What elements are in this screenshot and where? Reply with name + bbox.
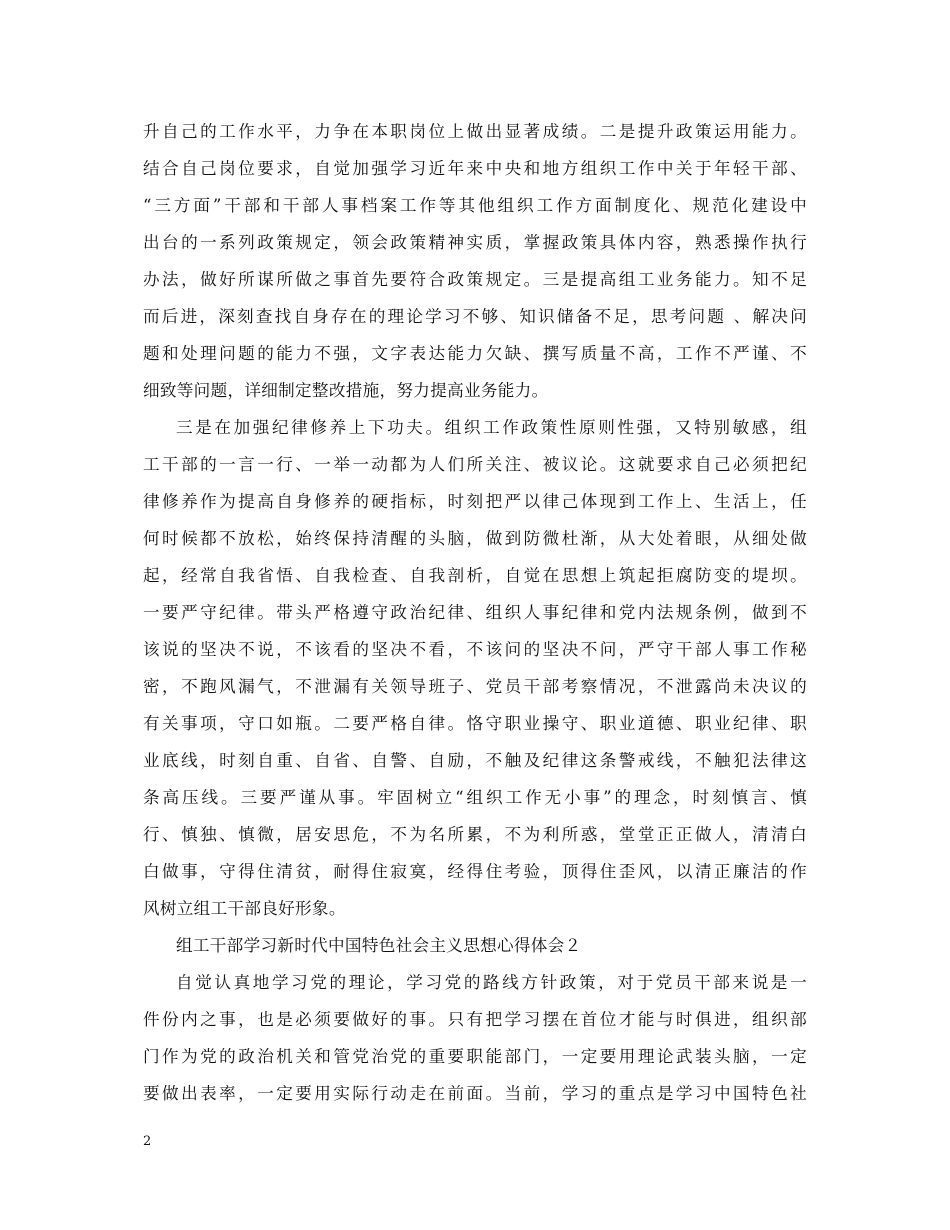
text-line: 有关事项，守口如瓶。二要严格自律。恪守职业操守、职业道德、职业纪律、职 — [143, 714, 807, 733]
text-line: 组工干部学习新时代中国特色社会主义思想心得体会２ — [176, 936, 582, 955]
text-line: 风树立组工干部良好形象。 — [143, 899, 346, 918]
text-line: 而后进，深刻查找自身存在的理论学习不够、知识储备不足，思考问题 、解决问 — [143, 307, 807, 326]
text-line: 门作为党的政治机关和管党治党的重要职能部门，一定要用理论武装头脑，一定 — [143, 1047, 807, 1066]
text-line: 工干部的一言一行、一举一动都为人们所关注、被议论。这就要求自己必须把纪 — [143, 455, 807, 474]
text-line: “三方面”干部和干部人事档案工作等其他组织工作方面制度化、规范化建设中 — [143, 196, 807, 215]
text-line: 何时候都不放松，始终保持清醒的头脑，做到防微杜渐，从大处着眼，从细处做 — [143, 529, 807, 548]
text-line: 密，不跑风漏气，不泄漏有关领导班子、党员干部考察情况，不泄露尚未决议的 — [143, 677, 807, 696]
text-line: 该说的坚决不说，不该看的坚决不看，不该问的坚决不问，严守干部人事工作秘 — [143, 640, 807, 659]
text-line: 起，经常自我省悟、自我检查、自我剖析，自觉在思想上筑起拒腐防变的堤坝。 — [143, 566, 807, 585]
text-line: 一要严守纪律。带头严格遵守政治纪律、组织人事纪律和党内法规条例，做到不 — [143, 603, 807, 622]
text-line: 自觉认真地学习党的理论，学习党的路线方针政策，对于党员干部来说是一 — [176, 973, 807, 992]
text-line: 结合自己岗位要求，自觉加强学习近年来中央和地方组织工作中关于年轻干部、 — [143, 159, 807, 178]
text-line: 细致等问题，详细制定整改措施，努力提高业务能力。 — [143, 381, 549, 400]
text-line: 条高压线。三要严谨从事。牢固树立“组织工作无小事”的理念，时刻慎言、慎 — [143, 788, 807, 807]
text-line: 三是在加强纪律修养上下功夫。组织工作政策性原则性强，又特别敏感，组 — [176, 418, 807, 437]
text-line: 办法，做好所谋所做之事首先要符合政策规定。三是提高组工业务能力。知不足 — [143, 270, 807, 289]
text-line: 律修养作为提高自身修养的硬指标，时刻把严以律己体现到工作上、生活上，任 — [143, 492, 807, 511]
text-line: 要做出表率，一定要用实际行动走在前面。当前，学习的重点是学习中国特色社 — [143, 1084, 807, 1103]
text-line: 业底线，时刻自重、自省、自警、自励，不触及纪律这条警戒线，不触犯法律这 — [143, 751, 807, 770]
page-number: 2 — [143, 1134, 152, 1149]
text-line: 件份内之事，也是必须要做好的事。只有把学习摆在首位才能与时俱进，组织部 — [143, 1010, 807, 1029]
text-line: 升自己的工作水平，力争在本职岗位上做出显著成绩。二是提升政策运用能力。 — [143, 122, 807, 141]
text-line: 行、慎独、慎微，居安思危，不为名所累，不为利所惑，堂堂正正做人，清清白 — [143, 825, 807, 844]
text-line: 出台的一系列政策规定，领会政策精神实质，掌握政策具体内容，熟悉操作执行 — [143, 233, 807, 252]
document-body — [143, 113, 807, 1112]
text-line: 白做事，守得住清贫，耐得住寂寞，经得住考验，顶得住歪风，以清正廉洁的作 — [143, 862, 807, 881]
text-line: 题和处理问题的能力不强，文字表达能力欠缺、撰写质量不高，工作不严谨、不 — [143, 344, 807, 363]
